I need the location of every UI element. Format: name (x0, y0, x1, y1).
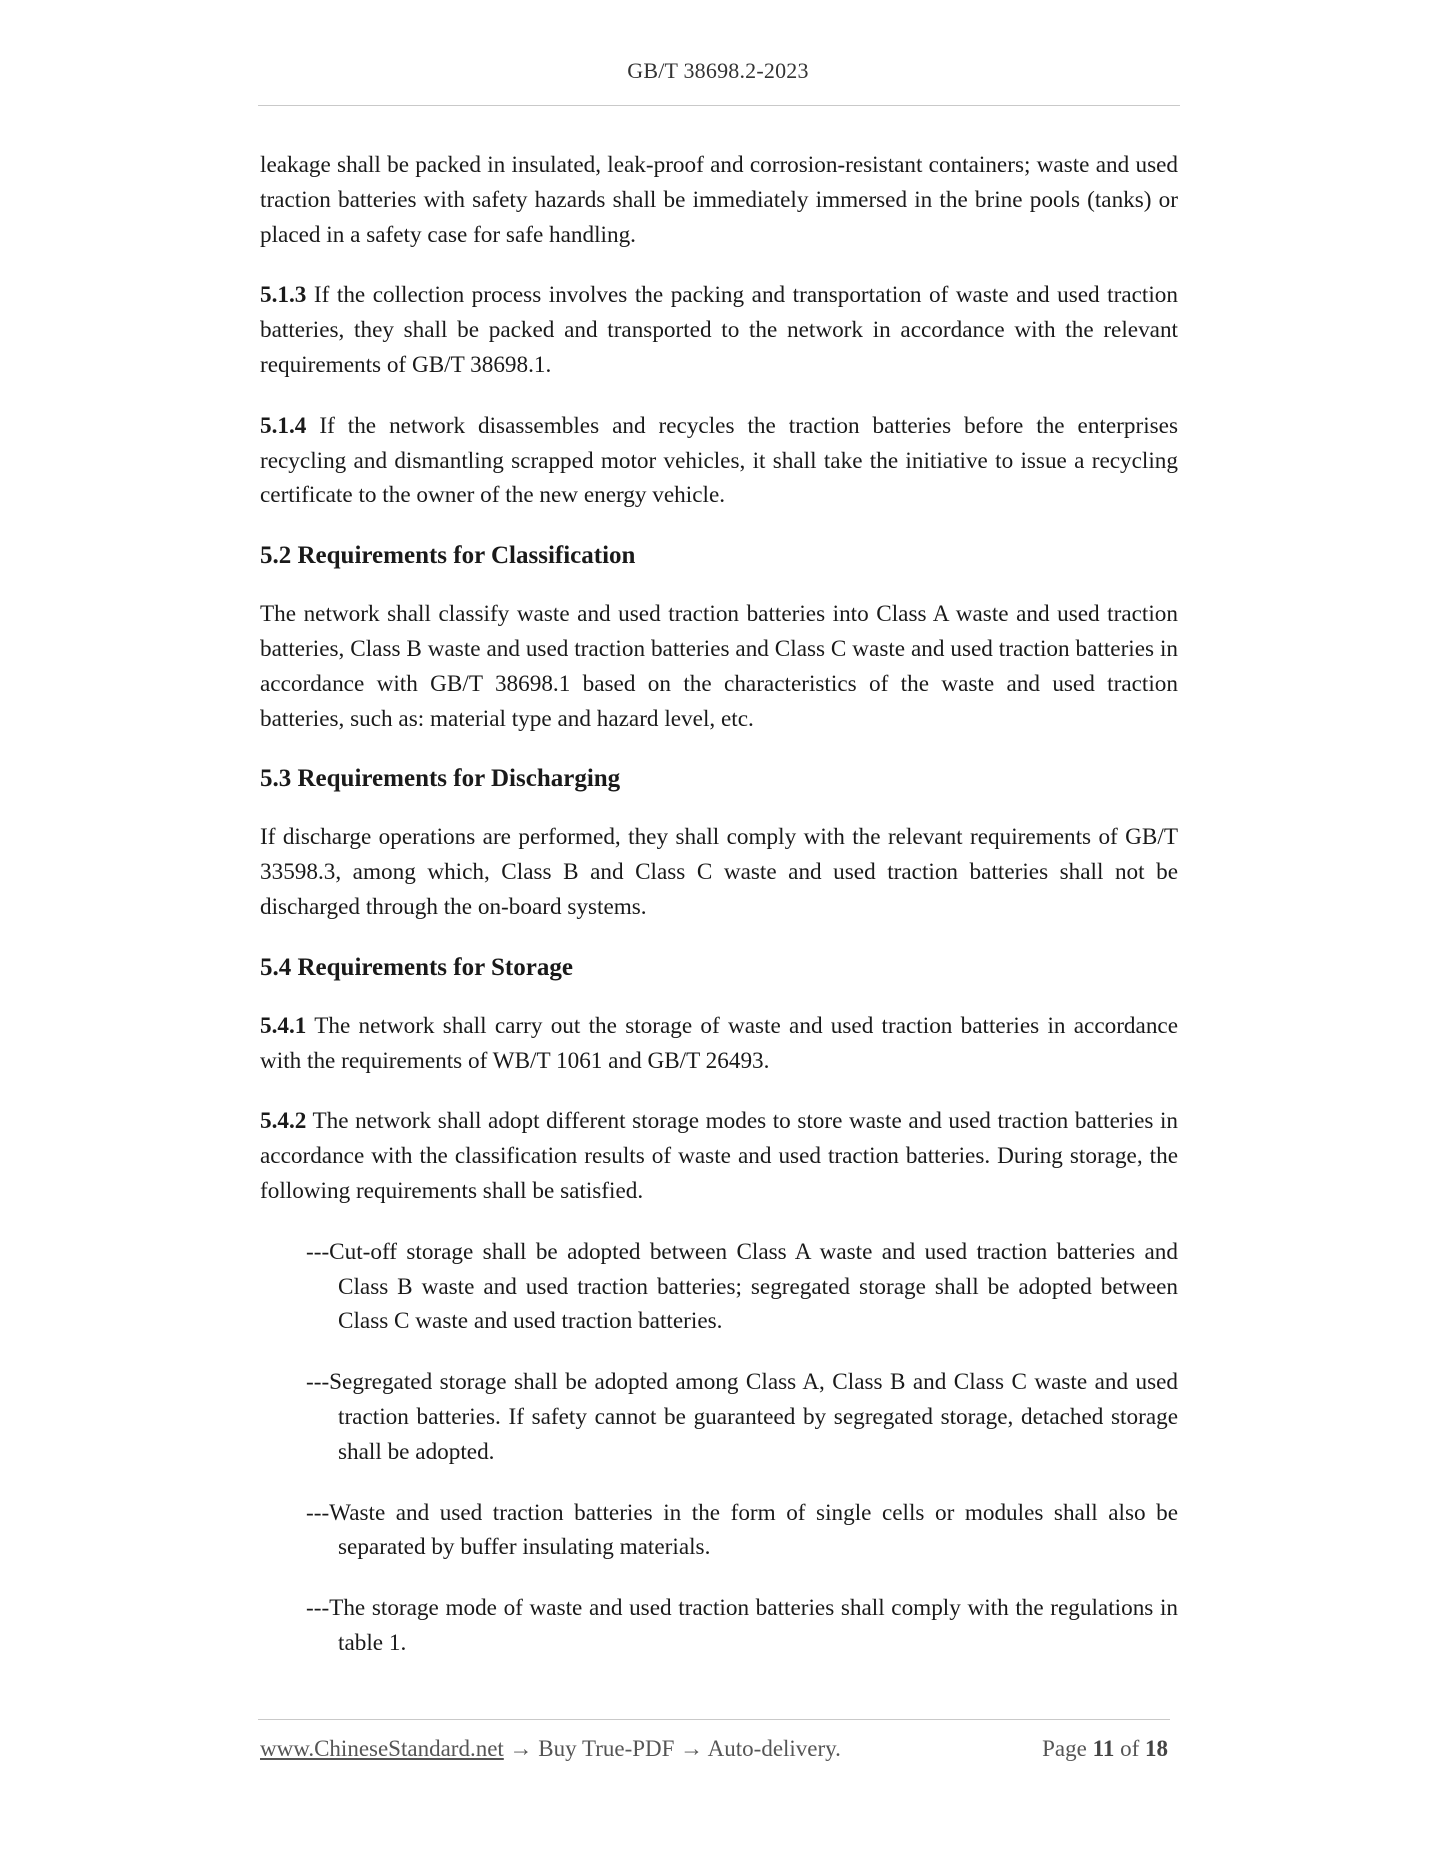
page-total-number: 18 (1145, 1736, 1168, 1761)
page-indicator (1042, 1736, 1168, 1762)
heading-5-3-discharging: 5.3 Requirements for Discharging (260, 765, 621, 793)
list-item-table-1-reference: ---The storage mode of waste and used traction batteries shall comply with the regulations in table 1. (306, 1595, 1178, 1656)
heading-5-2-classification: 5.2 Requirements for Classification (260, 542, 636, 570)
clause-number: 5.1.4 (260, 412, 307, 439)
paragraph-discharging: If discharge operations are performed, they shall comply with the relevant requirements of GB/T 33598.3, among which, Class B and Class C waste and used traction batteries shall not be discharged through the on-board systems. (260, 824, 1178, 920)
website-link[interactable]: www.ChineseStandard.net (260, 1736, 504, 1761)
clause-5-4-1 (260, 1009, 1178, 1079)
page-of-label: of (1120, 1736, 1140, 1761)
clause-number: 5.4.2 (260, 1108, 307, 1135)
footer-tagline: → Buy True-PDF → Auto-delivery. (503, 1736, 841, 1761)
list-item-buffer-insulation: ---Waste and used traction batteries in the form of single cells or modules shall also be separated by buffer insulating materials. (306, 1499, 1178, 1561)
clause-5-1-3 (260, 278, 1178, 382)
footer-divider (258, 1719, 1170, 1720)
heading-5-4-storage: 5.4 Requirements for Storage (260, 953, 573, 981)
clause-5-4-2 (260, 1104, 1178, 1208)
paragraph-intro: leakage shall be packed in insulated, leak-proof and corrosion-resistant containers; waste and used traction batteries with safety hazards shall be immediately immersed in the brine pools (tanks) or placed in a safety case for safe handling. (260, 152, 1178, 248)
document-id-header: GB/T 38698.2-2023 (627, 58, 809, 83)
page-footer (260, 1736, 1168, 1762)
footer-promo (260, 1736, 841, 1762)
header-divider (258, 105, 1180, 106)
paragraph-classification: The network shall classify waste and used traction batteries into Class A waste and used traction batteries, Class B waste and used traction batteries and Class C waste and used traction batteries in accordance with GB/T 38698.1 based on the characteristics of the waste and used traction batteries, such as: material type and hazard level, etc. (260, 601, 1178, 732)
clause-text: The network shall carry out the storage of waste and used traction batteries in accordance with the requirements of WB/T 1061 and GB/T 26493. (260, 1012, 1178, 1074)
page-label: Page (1042, 1736, 1087, 1761)
list-item-cut-off-storage: ---Cut-off storage shall be adopted between Class A waste and used traction batteries and Class B waste and used traction batteries; segregated storage shall be adopted between Class C waste and used traction batteries. (306, 1238, 1178, 1335)
page-body (260, 148, 1178, 1687)
clause-5-1-4 (260, 409, 1178, 513)
clause-text: If the collection process involves the packing and transportation of waste and used traction batteries, they shall be packed and transported to the network in accordance with the relevant requirements of GB/T 38698.1. (260, 282, 1178, 378)
clause-text: The network shall adopt different storage modes to store waste and used traction batteries in accordance with the classification results of waste and used traction batteries. During storage, the following requirements shall be satisfied. (260, 1108, 1178, 1204)
clause-number: 5.4.1 (260, 1012, 307, 1039)
list-item-segregated-storage: ---Segregated storage shall be adopted among Class A, Class B and Class C waste and used traction batteries. If safety cannot be guaranteed by segregated storage, detached storage shall be adopted. (306, 1369, 1178, 1465)
page-current-number: 11 (1092, 1736, 1115, 1761)
clause-text: If the network disassembles and recycles the traction batteries before the enterprises recycling and dismantling scrapped motor vehicles, it shall take the initiative to issue a recycling certificate to the owner of the new energy vehicle. (260, 412, 1178, 509)
clause-number: 5.1.3 (260, 282, 307, 309)
